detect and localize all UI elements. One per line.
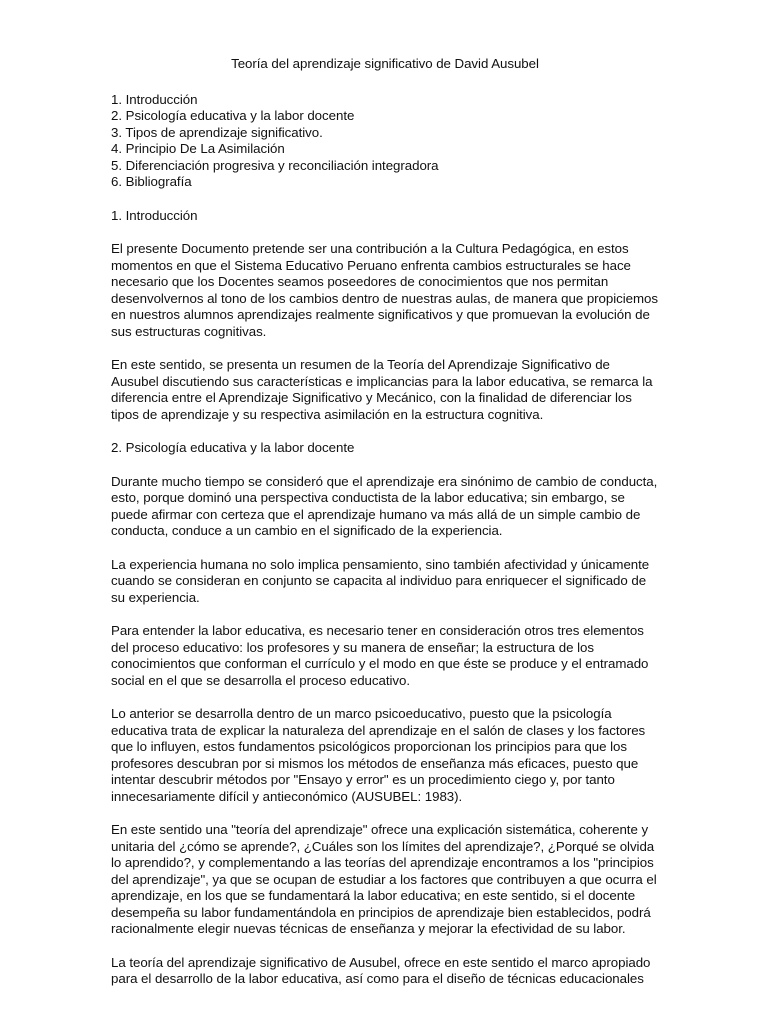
paragraph: Durante mucho tiempo se consideró que el aprendizaje era sinónimo de cambio de conducta, esto, porque dominó una perspectiva conductista de la labor educativa; sin embargo, se puede afirmar con certeza que el aprendizaje humano va más allá de un simple cambio de conducta, conduce a un cambio en el significado de la experiencia. [111, 473, 658, 538]
paragraph: Lo anterior se desarrolla dentro de un marco psicoeducativo, puesto que la psicología educativa trata de explicar la naturaleza del aprendizaje en el salón de clases y los factores que lo influyen, estos fundamentos psicológicos proporcionan los principios para que los profesores descubran por si mismos los métodos de enseñanza más eficaces, puesto que intentar descubrir métodos por "Ensayo y error" es un procedimiento ciego y, por tanto innecesariamente difícil y antieconómico (AUSUBEL: 1983). [111, 706, 646, 804]
toc-item: 3. Tipos de aprendizaje significativo. [111, 124, 323, 140]
toc-item: 4. Principio De La Asimilación [111, 141, 285, 156]
paragraph: El presente Documento pretende ser una contribución a la Cultura Pedagógica, en estos momentos en que el Sistema Educativo Peruano enfrenta cambios estructurales se hace necesario que los Docentes seamos poseedores de conocimientos que nos permitan desenvolvernos al tono de los cambios dentro de nuestras aulas, de manera que propiciemos en nuestros alumnos aprendizajes realmente significativos y que promuevan la evolución de sus estructuras cognitivas. [111, 241, 658, 339]
paragraph: La experiencia humana no solo implica pensamiento, sino también afectividad y únicamente cuando se consideran en conjunto se capacita al individuo para enriquecer el significado de su experiencia. [111, 556, 650, 605]
paragraph: Para entender la labor educativa, es necesario tener en consideración otros tres elementos del proceso educativo: los profesores y su manera de enseñar; la estructura de los conocimientos que conforman el currículo y el modo en que éste se produce y el entramado social en el que se desarrolla el proceso educativo. [111, 623, 649, 688]
toc-item: 1. Introducción [111, 91, 198, 107]
section-heading: 2. Psicología educativa y la labor docente [111, 440, 355, 455]
table-of-contents [111, 92, 659, 191]
paragraph: En este sentido una "teoría del aprendizaje" ofrece una explicación sistemática, coherente y unitaria del ¿cómo se aprende?, ¿Cuáles son los límites del aprendizaje?, ¿Porqué se olvida lo aprendido?, y complementando a las teorías del aprendizaje encontramos a los "principios del aprendizaje", ya que se ocupan de estudiar a los factores que contribuyen a que ocurra el aprendizaje, en los que se fundamentará la labor educativa; en este sentido, si el docente desempeña su labor fundamentándola en principios de aprendizaje bien establecidos, podrá racionalmente elegir nuevas técnicas de enseñanza y mejorar la efectividad de su labor. [111, 822, 657, 936]
section-heading: 1. Introducción [111, 207, 198, 223]
section-psicologia-educativa [111, 440, 659, 988]
section-introduccion [111, 208, 659, 424]
toc-item: 6. Bibliografía [111, 174, 192, 189]
document-title: Teoría del aprendizaje significativo de David Ausubel [231, 56, 539, 71]
paragraph: La teoría del aprendizaje significativo de Ausubel, ofrece en este sentido el marco apropiado para el desarrollo de la labor educativa, así como para el diseño de técnicas educacionales [111, 954, 651, 986]
toc-item: 2. Psicología educativa y la labor docente [111, 108, 355, 123]
paragraph: En este sentido, se presenta un resumen de la Teoría del Aprendizaje Significativo de Ausubel discutiendo sus características e implicancias para la labor educativa, se remarca la diferencia entre el Aprendizaje Significativo y Mecánico, con la finalidad de diferenciar los tipos de aprendizaje y su respectiva asimilación en la estructura cognitiva. [111, 357, 653, 422]
document-body [111, 56, 659, 1005]
toc-item: 5. Diferenciación progresiva y reconciliación integradora [111, 157, 439, 173]
